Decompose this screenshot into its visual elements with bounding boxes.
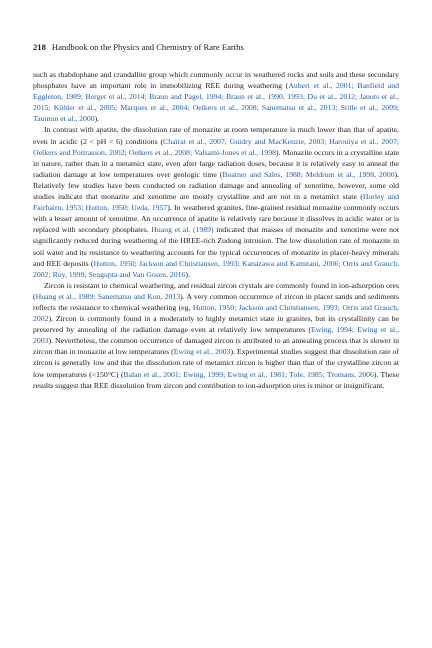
citation-link[interactable]: Hurley and Fairbairn, 1953; Hutton, 1950; Ueda, 1957	[33, 192, 399, 213]
paragraph-1	[33, 69, 399, 124]
paragraph-3	[33, 280, 399, 391]
citation-link[interactable]: Balan et al., 2001; Ewing, 1999; Ewing et al., 1981; Tole, 1985; Tromans, 2006	[123, 369, 374, 379]
paragraph-2	[33, 124, 399, 279]
paragraph-text: ). These results suggest that REE dissolution from zircon and contribution to ion-adsorption ores is minor or insignificant.	[33, 369, 400, 390]
paragraph-text: such as rhabdophane and crandallite group which commonly occur in weathered rocks and soils and these secondary phosphates have an important role in immobilizing REE during weathering (	[33, 70, 399, 91]
running-header	[33, 42, 403, 53]
citation-link[interactable]: Chaïrat et al., 2007; Guidry and MacKenzie, 2003; Harouiya et al., 2007; Oelkers and Poitrasson, 2002; Oelkers et al., 2008; Valsami-Jones et al., 1998	[33, 136, 399, 157]
citation-link[interactable]: Aubert et al., 2001; Banfield and Eggleton, 1989; Berger et al., 2014; Braun and Pagel, 1994; Braun et al., 1990, 1993; Du et al., 2012; Janots et al., 2015; Köhler et al., 2005; Marques et al., 2004; Oelkers et al., 2008; Sanematsu et al., 2013; Stille et al., 2009; Taunton et al., 2000	[33, 81, 399, 124]
citation-link[interactable]: Huang et al. (1989)	[151, 225, 214, 235]
citation-link[interactable]: Huang et al., 1989; Sanematsu and Kon, 2013	[35, 291, 181, 301]
citation-link[interactable]: Ewing, 1994; Ewing et al., 2003	[33, 325, 400, 346]
citation-link[interactable]: Hutton, 1950; Jackson and Christiansen, 1993; Kanazawa and Kamitani, 2006; Orris and Grauch, 2002; Roy, 1999; Sengupta and Van Gosen, 2016	[33, 258, 400, 279]
paragraph-text: ).	[185, 269, 190, 279]
page-number: 218	[33, 42, 46, 52]
citation-link[interactable]: Ewing et al., 2003	[173, 347, 231, 357]
body-text	[33, 69, 399, 391]
paragraph-text: ). Monazite occurs in a crystalline state in nature, rather than in a metamict state, even after large radiation doses, because it is relatively easy to anneal the radiation damage at low temperatures over geologic time (	[33, 147, 399, 179]
paragraph-text: ). In weathered granites, fine-grained residual monazite commonly occurs with a lesser amount of xenotime. An occurrence of apatite is relatively rare because it dissolves in acidic water or is replaced with secondary phosphates.	[33, 203, 399, 235]
paragraph-text: ). Zircon is commonly found in a moderately to highly metamict state in granites, but its crystallinity can be preserved by annealing of the radiation damage even at relatively low temperatures (	[33, 314, 399, 335]
citation-link[interactable]: Hutton, 1950; Jackson and Christiansen, 1993; Orris and Grauch, 2002	[33, 302, 399, 324]
paragraph-text: ).	[94, 114, 100, 124]
paragraph-text: ). Relatively few studies have been conducted on radiation damage and annealing of xenotime, however, some old studies indicate that monazite and xenotime are mostly crystalline and are not in a metamict state (	[33, 169, 399, 202]
paragraph-text: indicated that masses of monazite and xenotime were not significantly reduced during weathering of the HREE-rich Zudong intrusion. The low dissolution rate of monazite in soil water and its resistance to weathering accounts for the typical occurrences of monazite in placer-heavy minerals and REE deposits (	[33, 225, 399, 268]
running-title: Handbook on the Physics and Chemistry of Rare Earths	[51, 42, 244, 52]
paragraph-text: ). A very common occurrence of zircon in placer sands and sediments reflects the resistance to chemical weathering (eg,	[33, 291, 399, 312]
paragraph-text: ). Nevertheless, the common occurrence of damaged zircon is attributed to an annealing process that is slower in zircon than in monazite at low temperatures (	[33, 336, 399, 357]
paragraph-text: In contrast with apatite, the dissolution rate of monazite at room temperature is much lower than that of apatite, even in acidic (2 < pH < 6) conditions (	[33, 125, 399, 146]
paragraph-text: ). Experimental studies suggest that dissolution rate of zircon is generally low and that the dissolution rate of metamict zircon is higher than that of the crystalline zircon at low temperatures (<150°C) (	[33, 347, 399, 379]
paragraph-text: Zircon is resistant to chemical weathering, and residual zircon crystals are commonly found in ion-adsorption ores (	[33, 280, 399, 301]
citation-link[interactable]: Boatner and Sales, 1988; Meldrum et al., 1998, 2000	[222, 169, 395, 179]
